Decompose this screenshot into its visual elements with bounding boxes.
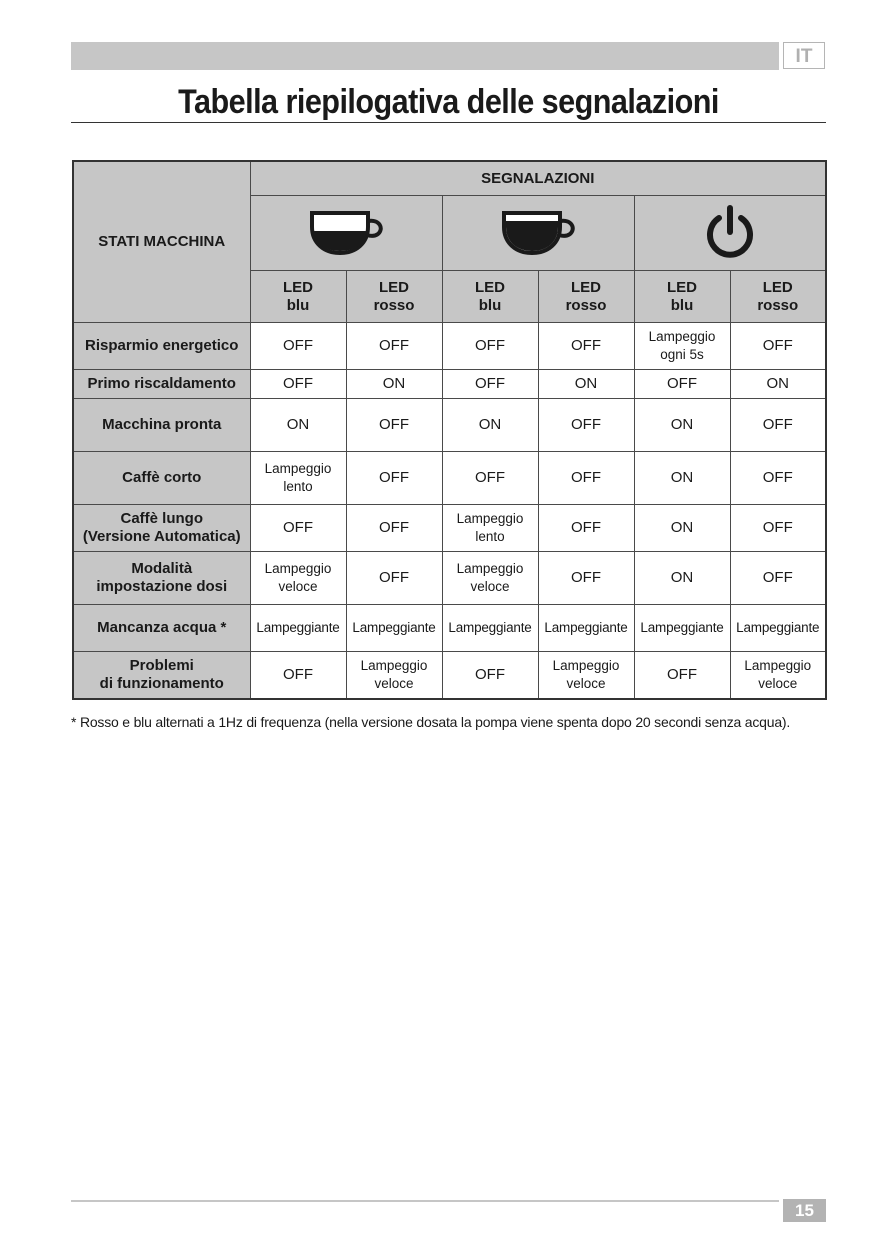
status-cell: Lampeggiante — [634, 605, 730, 652]
status-cell: OFF — [346, 399, 442, 452]
status-cell: OFF — [346, 323, 442, 370]
table-row — [73, 505, 826, 552]
status-cell: OFF — [442, 652, 538, 699]
status-cell: ON — [634, 505, 730, 552]
status-cell: Lampeggiante — [442, 605, 538, 652]
status-cell: Lampeggio lento — [442, 505, 538, 552]
footnote: * Rosso e blu alternati a 1Hz di frequenza (nella versione dosata la pompa viene spenta dopo 20 secondi senza acqua). — [71, 714, 791, 730]
status-cell: OFF — [730, 323, 826, 370]
signals-table — [72, 160, 827, 700]
status-cell: OFF — [538, 399, 634, 452]
table-row — [73, 552, 826, 605]
status-cell: OFF — [730, 552, 826, 605]
signals-group-header: SEGNALAZIONI — [250, 161, 826, 196]
table-row — [73, 370, 826, 399]
led-header-2: LED rosso — [346, 271, 442, 323]
led-header-1: LED blu — [250, 271, 346, 323]
status-cell: ON — [346, 370, 442, 399]
row-label: Caffè corto — [73, 452, 250, 505]
status-cell: ON — [634, 552, 730, 605]
status-cell: OFF — [442, 452, 538, 505]
short-coffee-icon-cell — [250, 196, 442, 271]
short-coffee-cup-icon — [306, 207, 386, 259]
status-cell: OFF — [442, 323, 538, 370]
status-cell: Lampeggio veloce — [250, 552, 346, 605]
status-cell: OFF — [442, 370, 538, 399]
long-coffee-icon-cell — [442, 196, 634, 271]
status-cell: Lampeggiante — [538, 605, 634, 652]
status-cell: ON — [442, 399, 538, 452]
status-cell: OFF — [250, 505, 346, 552]
status-cell: Lampeggio ogni 5s — [634, 323, 730, 370]
header-bar — [71, 42, 779, 70]
state-column-header: STATI MACCHINA — [73, 161, 250, 323]
status-cell: OFF — [730, 399, 826, 452]
status-cell: Lampeggio veloce — [346, 652, 442, 699]
power-icon-cell — [634, 196, 826, 271]
status-cell: OFF — [346, 552, 442, 605]
led-header-3: LED blu — [442, 271, 538, 323]
status-cell: OFF — [538, 505, 634, 552]
status-cell: OFF — [250, 652, 346, 699]
status-cell: OFF — [250, 323, 346, 370]
status-cell: ON — [730, 370, 826, 399]
status-cell: OFF — [346, 505, 442, 552]
table-row — [73, 452, 826, 505]
title-divider — [71, 122, 826, 123]
status-cell: Lampeggio lento — [250, 452, 346, 505]
row-label: Primo riscaldamento — [73, 370, 250, 399]
status-cell: Lampeggio veloce — [442, 552, 538, 605]
row-label: Macchina pronta — [73, 399, 250, 452]
page-number: 15 — [783, 1199, 826, 1222]
status-cell: OFF — [730, 505, 826, 552]
status-cell: OFF — [634, 652, 730, 699]
row-label: Problemi di funzionamento — [73, 652, 250, 699]
table-row — [73, 652, 826, 699]
language-badge: IT — [783, 42, 825, 69]
status-cell: OFF — [538, 552, 634, 605]
status-cell: OFF — [538, 323, 634, 370]
status-cell: OFF — [346, 452, 442, 505]
status-cell: ON — [634, 399, 730, 452]
status-cell: ON — [538, 370, 634, 399]
table-row — [73, 323, 826, 370]
status-cell: ON — [250, 399, 346, 452]
table-row — [73, 605, 826, 652]
row-label: Caffè lungo (Versione Automatica) — [73, 505, 250, 552]
long-coffee-cup-icon — [498, 207, 578, 259]
status-cell: OFF — [250, 370, 346, 399]
page-title: Tabella riepilogativa delle segnalazioni — [178, 83, 719, 121]
row-label: Risparmio energetico — [73, 323, 250, 370]
row-label: Modalità impostazione dosi — [73, 552, 250, 605]
status-cell: Lampeggio veloce — [730, 652, 826, 699]
row-label: Mancanza acqua * — [73, 605, 250, 652]
status-cell: Lampeggiante — [346, 605, 442, 652]
table-row — [73, 399, 826, 452]
led-header-4: LED rosso — [538, 271, 634, 323]
power-icon — [702, 204, 758, 262]
status-cell: OFF — [730, 452, 826, 505]
led-header-5: LED blu — [634, 271, 730, 323]
led-header-6: LED rosso — [730, 271, 826, 323]
status-cell: Lampeggiante — [730, 605, 826, 652]
status-cell: Lampeggiante — [250, 605, 346, 652]
status-cell: OFF — [538, 452, 634, 505]
status-cell: ON — [634, 452, 730, 505]
footer-divider — [71, 1200, 779, 1202]
status-cell: OFF — [634, 370, 730, 399]
status-cell: Lampeggio veloce — [538, 652, 634, 699]
